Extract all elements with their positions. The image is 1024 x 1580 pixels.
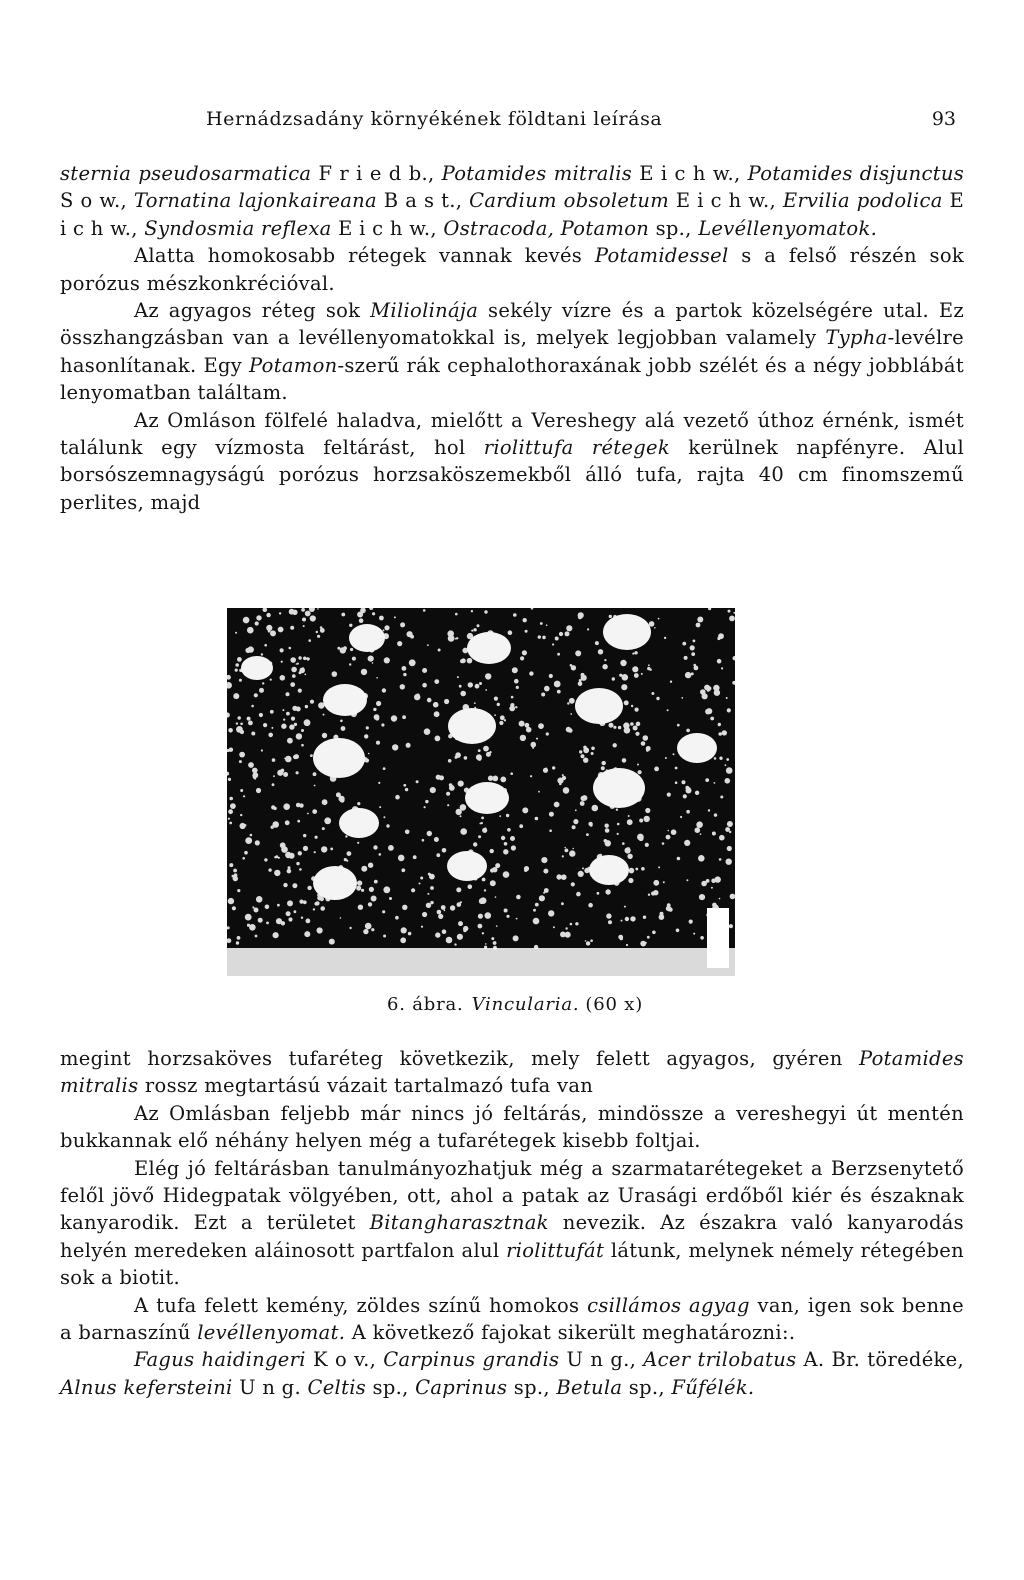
paragraph: Fagus haidingeri K o v., Carpinus grandis U n g., Acer trilobatus A. Br. töredéke, Alnus kefersteini U n g. Celtis sp., Caprinus sp., Betula sp., Fűfélék.: [60, 1348, 965, 1399]
paragraph: A tufa felett kemény, zöldes színű homokos csillámos agyag van, igen sok benne a barnaszínű levéllenyomat. A következő fajokat sikerült meghatározni:.: [60, 1293, 964, 1345]
running-head: [60, 108, 964, 138]
paragraph: Elég jó feltárásban tanulmányozhatjuk még a szarmatarétegeket a Berzsenytető felől jövő Hidegpatak völgyében, ott, ahol a patak az Urasági erdőből kiér és északnak kanyarodik. Ezt a területet Bitangharasztnak nevezik. Az északra való kanyarodás helyén meredeken aláinosott partfalon alul riolittufát látunk, melynek némely rétegében sok a biotit.: [60, 1156, 964, 1290]
text-block-bottom: [60, 1045, 964, 1401]
page-number: 93: [931, 108, 956, 130]
text-block-top: [60, 160, 964, 516]
running-title: Hernádzsadány környékének földtani leírása: [206, 108, 663, 130]
paragraph: Az agyagos réteg sok Miliolinája sekély vízre és a partok közelségére utal. Ez összhangzásban van a levéllenyomatokkal is, melyek legjobban valamely Typha-levélre hasonlítanak. Egy Potamon-szerű rák cephalothoraxának jobb szélét és a négy jobblábát lenyomatban találtam.: [60, 299, 964, 405]
figure-vincularia-micrograph: [227, 608, 735, 976]
paragraph: sternia pseudosarmatica F r i e d b., Potamides mitralis E i c h w., Potamides disjunctus S o w., Tornatina lajonkaireana B a s t., Cardium obsoletum E i c h w., Ervilia podolica E i c h w., Syndosmia reflexa E i c h w., Ostracoda, Potamon sp., Levéllenyomatok.: [60, 162, 964, 240]
micrograph-image: [227, 608, 735, 976]
figure-caption: 6. ábra. Vincularia. (60 x): [386, 994, 644, 1015]
paragraph: Az Omlásban feljebb már nincs jó feltárás, mindössze a vereshegyi út mentén bukkannak elő néhány helyen még a tufarétegek kisebb foltjai.: [60, 1101, 964, 1153]
paragraph: Az Omláson fölfelé haladva, mielőtt a Vereshegy alá vezető úthoz érnénk, ismét találunk egy vízmosta feltárást, hol riolittufa rétegek kerülnek napfényre. Alul borsószemnagyságú porózus horzsaköszemekből álló tufa, rajta 40 cm finomszemű perlites, majd: [60, 408, 964, 514]
paragraph: megint horzsaköves tufaréteg következik, mely felett agyagos, gyéren Potamides mitralis rossz megtartású vázait tartalmazó tufa van: [60, 1047, 964, 1098]
paragraph: Alatta homokosabb rétegek vannak kevés Potamidessel s a felső részén sok porózus mészkonkrécióval.: [60, 244, 964, 295]
